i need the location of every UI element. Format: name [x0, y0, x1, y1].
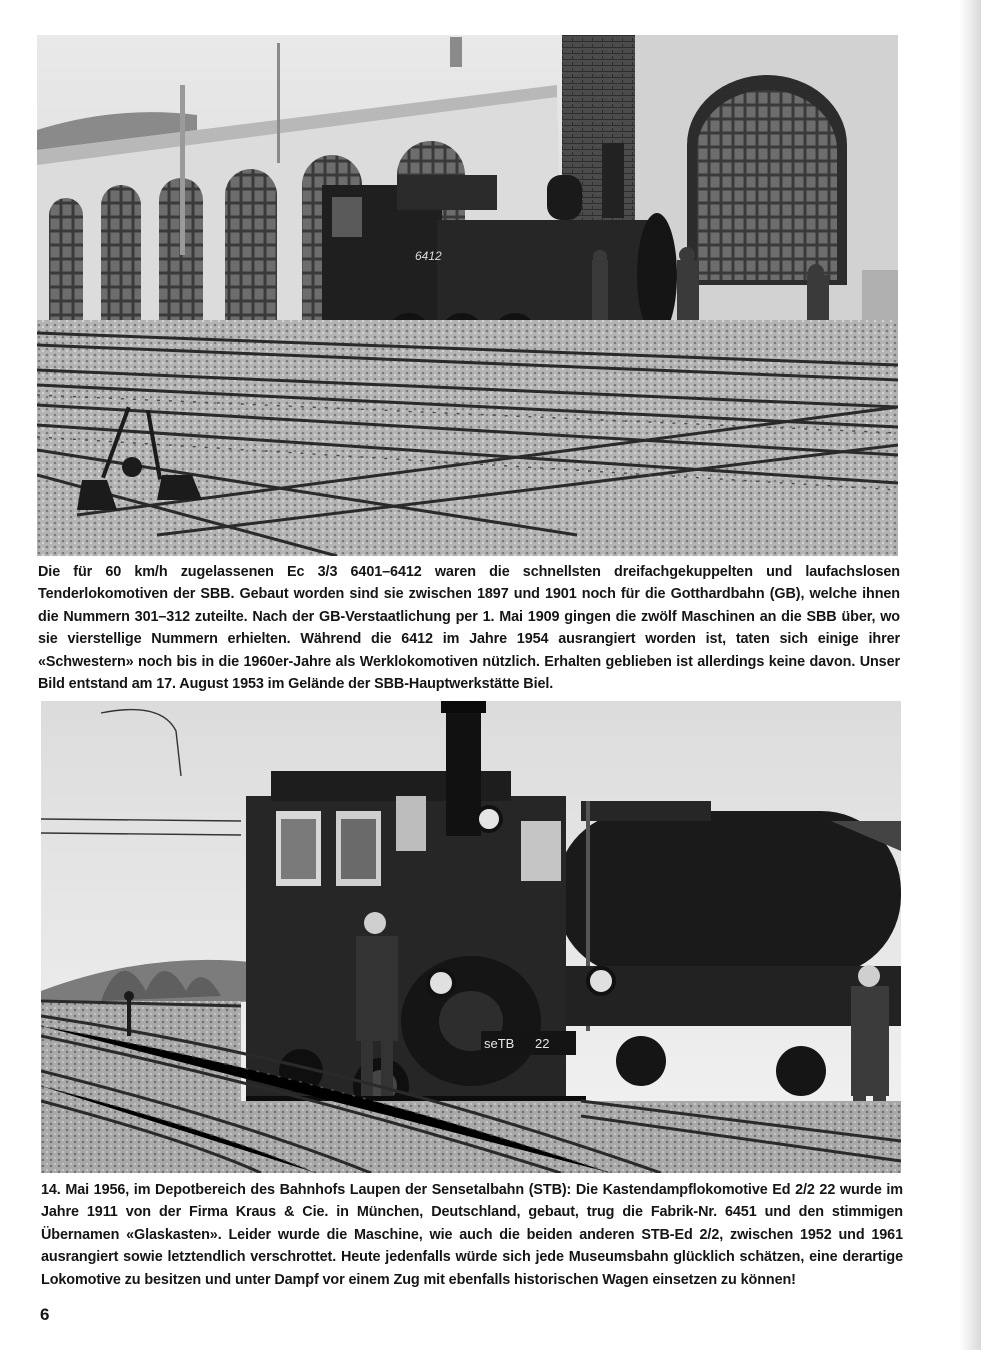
caption-top-photo: Die für 60 km/h zugelassenen Ec 3/3 6401–6412 waren die schnellsten dreifachgekuppelten und laufachslosen Tenderlokomotiven der SBB. Gebaut worden sind sie zwischen 1897 und 1901 noch für die Gotthardbahn (GB), welche ihnen die Nummern 301–312 zuteilte. Nach der GB-Verstaatlichung per 1. Mai 1909 gingen die zwölf Maschinen an die SBB über, wo sie vierstellige Nummern erhielten. Während die 6412 im Jahre 1954 ausrangiert worden ist, taten sich einige ihrer «Schwestern» noch bis in die 1960er-Jahre als Werklokomotiven nützlich. Erhalten geblieben ist allerdings keine davon. Unser Bild entstand am 17. August 1953 im Gelände der SBB-Hauptwerkstätte Biel. [38, 564, 900, 693]
page-edge-shadow [959, 0, 981, 1350]
photo-stb-ed22-22 [41, 701, 901, 1173]
caption-bottom-photo: 14. Mai 1956, im Depotbereich des Bahnhofs Laupen der Sensetalbahn (STB): Die Kastendampflokomotive Ed 2/2 22 wurde im Jahre 1911 von der Firma Kraus & Cie. in München, Deutschland, gebaut, trug die Fabrik-Nr. 6451 und den stimmigen Übernamen «Glaskasten». Leider wurde die Maschine, wie auch die beiden anderen STB-Ed 2/2, zwischen 1952 und 1961 ausrangiert sowie letztendlich verschrottet. Heute jedenfalls würde sich jede Museumsbahn glücklich schätzen, eine derartige Lokomotive zu besitzen und unter Dampf vor einem Zug mit ebenfalls historischen Wagen einsetzen zu können! [41, 1182, 903, 1288]
photo-stb-ed22-22-image [41, 701, 901, 1173]
loco-number-6412: 6412 [415, 249, 442, 263]
loco-plate-number: 22 [535, 1036, 550, 1051]
loco-plate-prefix: seTB [484, 1036, 515, 1051]
photo-ec33-6412-image [37, 35, 898, 556]
photo-ec33-6412 [37, 35, 898, 556]
page-number: 6 [40, 1305, 50, 1324]
